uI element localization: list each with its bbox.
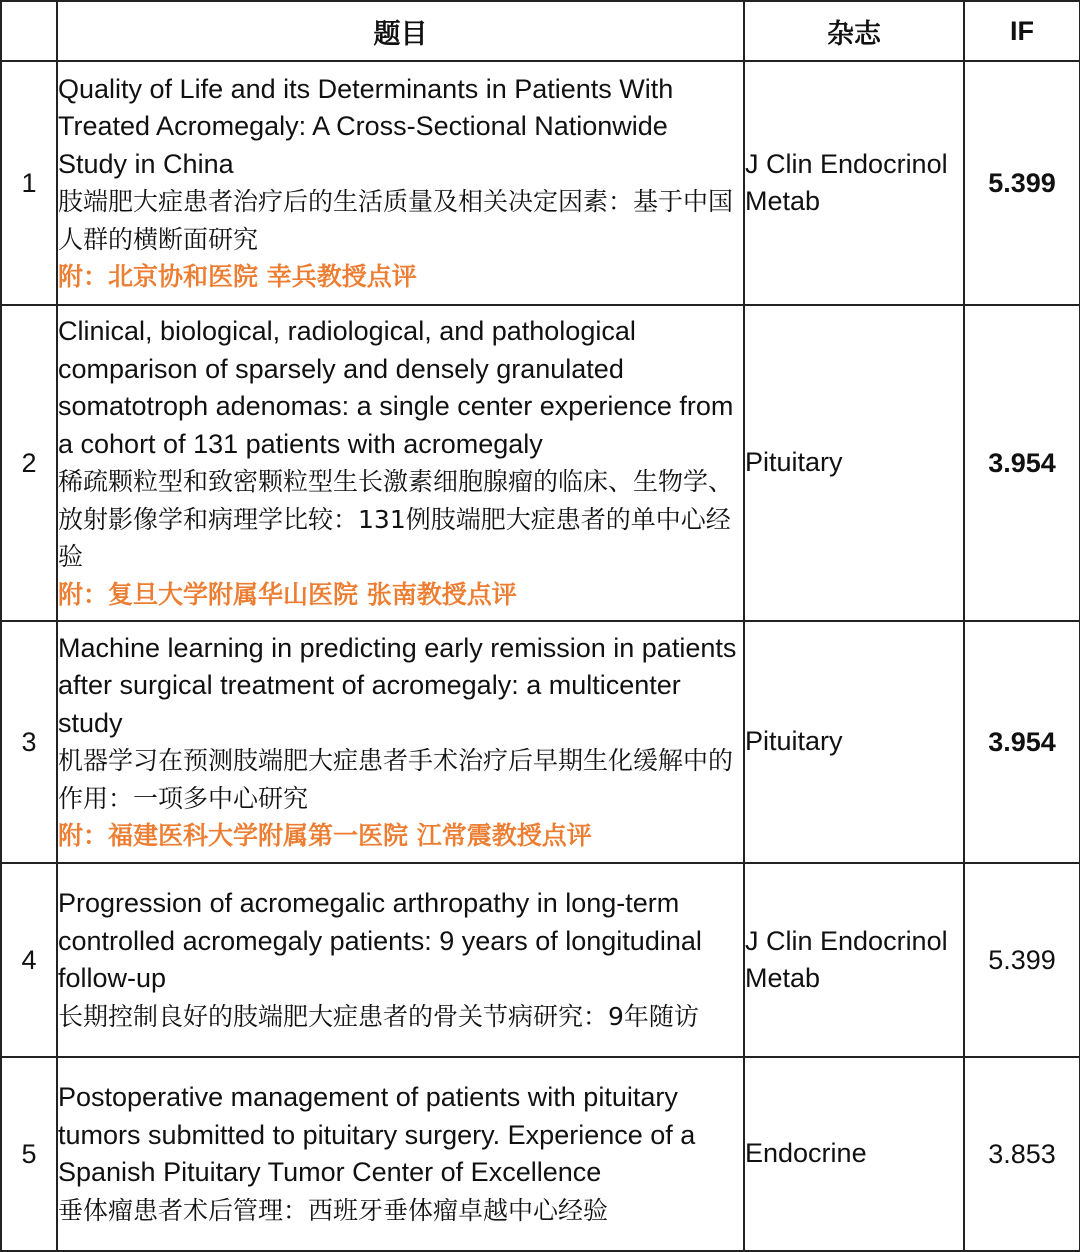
paper-title-cell [57,305,744,621]
journal-name: Endocrine [744,1057,964,1251]
header-journal: 杂志 [744,1,964,61]
impact-factor: 3.954 [964,621,1080,863]
journal-name: J Clin Endocrinol Metab [744,61,964,305]
paper-title-zh: 垂体瘤患者术后管理：西班牙垂体瘤卓越中心经验 [58,1195,609,1225]
paper-title-zh: 稀疏颗粒型和致密颗粒型生长激素细胞腺瘤的临床、生物学、放射影像学和病理学比较：131例肢端肥大症患者的单中心经验 [58,467,734,571]
table-row [1,863,1080,1057]
row-number: 3 [1,621,57,863]
header-impact-factor: IF [964,1,1080,61]
table-row [1,61,1080,305]
comment-note: 附：北京协和医院 幸兵教授点评 [58,262,417,291]
row-number: 5 [1,1057,57,1251]
impact-factor: 3.853 [964,1057,1080,1251]
paper-title-en: Postoperative management of patients with pituitary tumors submitted to pituitary surgery. Experience of a Spanish Pituitary Tumor Center of Excellence [58,1082,696,1187]
paper-title-cell [57,61,744,305]
table-row [1,305,1080,621]
paper-title-en: Progression of acromegalic arthropathy in long-term controlled acromegaly patients: 9 years of longitudinal follow-up [58,888,702,993]
journal-name: Pituitary [744,621,964,863]
header-title: 题目 [57,1,744,61]
paper-title-en: Machine learning in predicting early remission in patients after surgical treatment of acromegaly: a multicenter study [58,632,737,738]
journal-name: Pituitary [744,305,964,621]
paper-title-en: Quality of Life and its Determinants in Patients With Treated Acromegaly: A Cross-Sectional Nationwide Study in China [58,73,674,179]
paper-title-cell [57,1057,744,1251]
comment-note: 附：复旦大学附属华山医院 张南教授点评 [58,579,517,609]
paper-title-zh: 长期控制良好的肢端肥大症患者的骨关节病研究：9年随访 [58,1001,699,1031]
journal-name: J Clin Endocrinol Metab [744,863,964,1057]
table-row [1,1057,1080,1251]
paper-title-cell [57,621,744,863]
paper-title-zh: 机器学习在预测肢端肥大症患者手术治疗后早期生化缓解中的作用：一项多中心研究 [58,746,734,813]
paper-title-zh: 肢端肥大症患者治疗后的生活质量及相关决定因素：基于中国人群的横断面研究 [58,187,734,254]
paper-title-en: Clinical, biological, radiological, and pathological comparison of sparsely and densely granulated somatotroph adenomas: a single center experience from a cohort of 131 patients with acromegaly [58,316,734,459]
row-number: 4 [1,863,57,1057]
comment-note: 附：福建医科大学附属第一医院 江常震教授点评 [58,821,592,850]
row-number: 1 [1,61,57,305]
impact-factor: 3.954 [964,305,1080,621]
row-number: 2 [1,305,57,621]
impact-factor: 5.399 [964,863,1080,1057]
table-row [1,621,1080,863]
impact-factor: 5.399 [964,61,1080,305]
header-row [1,1,1080,61]
header-number [1,1,57,61]
paper-title-cell [57,863,744,1057]
